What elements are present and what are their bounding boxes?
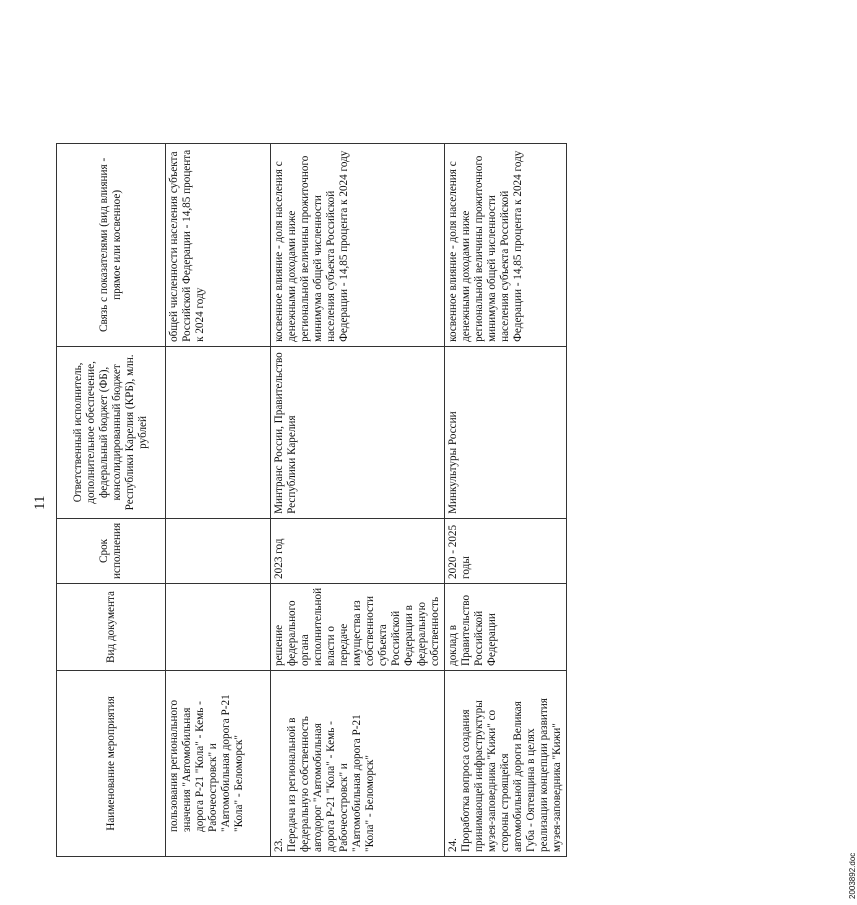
header-exec: Ответственный исполнитель, дополнительное обеспечение, федеральный бюджет (ФБ), консолидированный бюджет Республики Карелия (КРБ), млн. рублей (57, 346, 166, 518)
table-row (166, 143, 271, 856)
row-exec (166, 346, 271, 518)
header-doc: Вид документа (57, 583, 166, 670)
row-name-cell (271, 671, 445, 857)
table-row (271, 143, 445, 856)
page-number: 11 (32, 495, 48, 510)
table-header-row (57, 143, 166, 856)
row-name: пользования регионального значения "Автомобильная дорога Р-21 "Кола" - Кемь - Рабочеостровск" и "Автомобильная дорога Р-21 "Кола" - Беломорск" (166, 671, 271, 857)
row-exec: Минкультуры России (445, 346, 567, 518)
row-link: общей численности населения субъекта Российской Федерации - 14,85 процента к 2024 году (166, 143, 271, 346)
row-term: 2023 год (271, 518, 445, 583)
header-link: Связь с показателями (вид влияния - прямое или косвенное) (57, 143, 166, 346)
file-name-footer: 2003892.doc (848, 852, 857, 899)
row-term (166, 518, 271, 583)
row-link: косвенное влияние - доля населения с денежными доходами ниже региональной величины прожиточного минимума общей численности населения субъекта Российской Федерации - 14,85 процента к 2024 году (271, 143, 445, 346)
row-doc: доклад в Правительство Российской Федерации (445, 583, 567, 670)
header-term: Срок исполнения (57, 518, 166, 583)
header-name: Наименование мероприятия (57, 671, 166, 857)
row-name-cell (445, 671, 567, 857)
table-row (445, 143, 567, 856)
row-number: 24. (447, 838, 459, 852)
measures-table (56, 143, 567, 857)
row-doc (166, 583, 271, 670)
row-term: 2020 - 2025 годы (445, 518, 567, 583)
row-doc: решение федерального органа исполнительной власти о передаче имущества из собственности субъекта Российской Федерации в федеральную собственность (271, 583, 445, 670)
row-name: Проработка вопроса создания принимающей инфраструктуры музея-заповедника "Кижи" со стороны строящейся автомобильной дороги Великая Губа - Оятевщина в целях реализации концепции развития музея-заповедника "Кижи" (460, 698, 563, 852)
row-link: косвенное влияние - доля населения с денежными доходами ниже региональной величины прожиточного минимума общей численности населения субъекта Российской Федерации - 14,85 процента к 2024 году (445, 143, 567, 346)
row-name: Передача из региональной в федеральную собственность автодорог "Автомобильная дорога Р-21 "Кола" - Кемь - Рабочеостровск" и "Автомобильная дорога Р-21 "Кола" - Беломорск" (286, 714, 376, 852)
row-exec: Минтранс России, Правительство Республики Карелия (271, 346, 445, 518)
row-number: 23. (273, 838, 285, 852)
